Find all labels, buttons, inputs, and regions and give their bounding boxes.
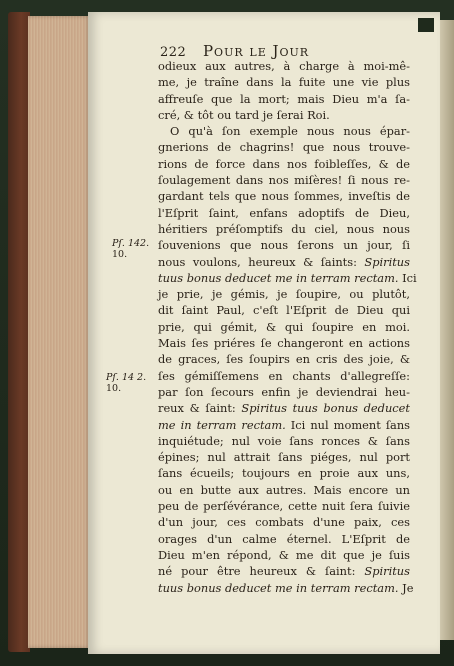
text-line <box>158 270 417 286</box>
line-text: O qu'à ſon exemple nous nous épar- <box>170 124 410 139</box>
text-line <box>158 123 410 139</box>
line-text-after: Ici nul moment ſans <box>285 417 411 432</box>
line-text: ſouvenions que nous ſerons un jour, ſi <box>158 238 410 253</box>
text-line <box>158 302 410 318</box>
text-line <box>158 563 410 579</box>
text-line <box>158 237 410 253</box>
line-text: dit ſaint Paul, c'eſt l'Eſprit de Dieu qui <box>158 303 410 318</box>
line-text: gardant tels que nous ſommes, inveſtis de <box>158 189 410 204</box>
text-line <box>158 58 410 74</box>
text-line <box>158 205 410 221</box>
text-line <box>158 417 410 433</box>
text-line <box>158 580 414 596</box>
text-line <box>158 547 410 563</box>
text-line <box>158 384 410 400</box>
text-line <box>158 433 410 449</box>
latin-quote: Spiritus tuus bonus deducet <box>241 401 410 416</box>
line-text: épines; nul attrait ſans piéges, nul port <box>158 450 410 465</box>
line-text: rions de force dans nos foibleſſes, & de <box>158 156 410 171</box>
line-text: gnerions de chagrins! que nous trouve- <box>158 140 410 155</box>
line-text: ou en butte aux autres. Mais encore un <box>158 482 410 497</box>
text-line <box>158 465 410 481</box>
margin-note-ref: Pſ. 142. <box>112 238 150 249</box>
book-cover-edge <box>8 12 30 652</box>
text-line <box>158 531 410 547</box>
text-line <box>158 351 410 367</box>
line-text: l'Eſprit ſaint, enfans adoptifs de Dieu, <box>158 205 410 220</box>
line-text: je prie, je gémis, je ſoupire, ou plutôt, <box>158 287 410 302</box>
text-line <box>158 368 410 384</box>
text-line <box>158 172 410 188</box>
text-line <box>158 221 410 237</box>
line-text: odieux aux autres, à charge à moi-mê- <box>158 59 410 73</box>
line-text: Mais ſes priéres ſe changeront en actions <box>158 336 410 351</box>
text-line <box>158 400 410 416</box>
line-text: affreuſe que la mort; mais Dieu m'a ſa- <box>158 91 410 106</box>
text-line <box>158 498 410 514</box>
text-line <box>158 286 410 302</box>
line-text: ſans écueils; toujours en proie aux uns, <box>158 466 410 481</box>
facing-page-edge <box>440 20 454 640</box>
text-line <box>158 188 410 204</box>
margin-note-num: 10. <box>106 383 122 394</box>
margin-note-2 <box>106 372 146 394</box>
latin-quote: tuus bonus deducet me in terram rectam. <box>158 270 399 285</box>
margin-note-ref: Pſ. 14 2. <box>106 372 147 383</box>
text-line <box>158 91 410 107</box>
latin-quote: me in terram rectam. <box>158 417 286 432</box>
line-text-after: Je <box>398 580 414 595</box>
latin-quote: Spiritus <box>364 564 410 579</box>
line-text: héritiers préſomptifs du ciel, nous nous <box>158 221 410 236</box>
line-text: par ſon ſecours enfin je deviendrai heu- <box>158 384 410 399</box>
line-text: cré, & tôt ou tard je ſerai Roi. <box>158 107 330 122</box>
text-line <box>158 449 410 465</box>
text-line <box>158 514 410 530</box>
line-text: de graces, ſes ſoupirs en cris des joie, & <box>158 352 410 367</box>
line-text: ſoulagement dans nos miſères! ſi nous re- <box>158 173 410 188</box>
latin-quote: Spiritus <box>364 254 410 269</box>
line-text: d'un jour, ces combats d'une paix, ces <box>158 515 410 530</box>
text-line <box>158 139 410 155</box>
text-line <box>158 482 410 498</box>
line-text: prie, qui gémit, & qui ſoupire en moi. <box>158 319 410 334</box>
margin-note-num: 10. <box>112 249 128 260</box>
line-text: reux & ſaint: <box>158 401 242 416</box>
page-fore-edge <box>28 16 90 648</box>
page-number: 222 <box>160 45 187 60</box>
line-text-after: Ici <box>398 270 417 285</box>
text-line <box>158 319 410 335</box>
latin-quote: tuus bonus deducet me in terram rectam. <box>158 580 399 595</box>
text-line <box>158 74 410 90</box>
line-text: inquiétude; nul voie ſans ronces & ſans <box>158 433 410 448</box>
corner-shadow <box>418 18 434 32</box>
line-text: Dieu m'en répond, & me dit que je ſuis <box>158 547 410 562</box>
running-title: Pour le Jour <box>202 42 310 60</box>
line-text: né pour être heureux & ſaint: <box>158 564 365 579</box>
text-line <box>158 107 410 123</box>
text-line <box>158 335 410 351</box>
line-text: orages d'un calme éternel. L'Eſprit de <box>158 531 410 546</box>
text-line <box>158 254 410 270</box>
margin-note-1 <box>112 238 149 260</box>
text-line <box>158 156 410 172</box>
line-text: ſes gémiſſemens en chants d'allegreſſe: <box>158 368 410 383</box>
line-text: nous voulons, heureux & ſaints: <box>158 254 365 269</box>
line-text: peu de perſévérance, cette nuit ſera ſuivie <box>158 499 410 514</box>
line-text: me, je traîne dans la fuite une vie plus <box>158 75 410 90</box>
body-text <box>158 58 417 596</box>
